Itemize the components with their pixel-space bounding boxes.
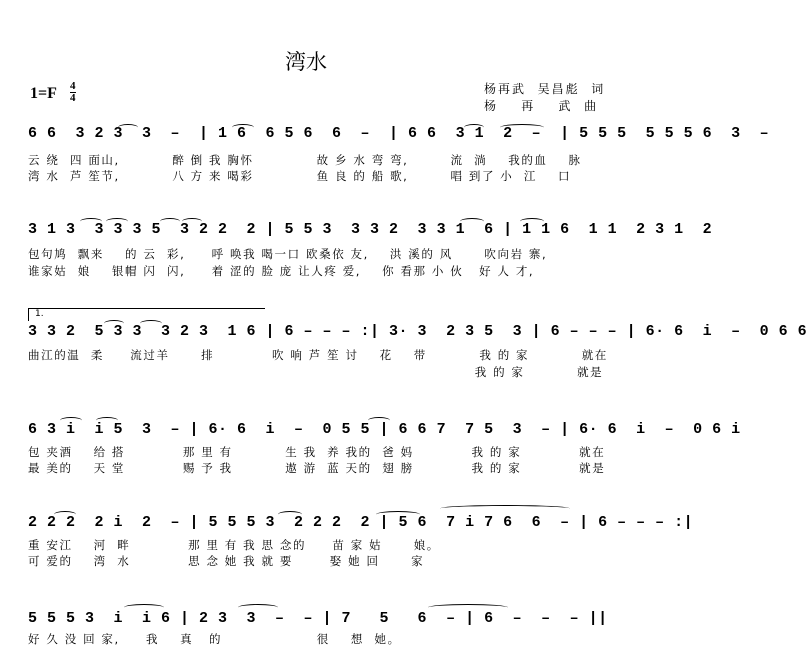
notation-line: 2 2 2 2 i 2 – | 5 5 5 3 2 2 2 2 | 5 6 7 i 7 6 6 – | 6 – – – :| xyxy=(28,514,694,531)
time-signature-numerator: 4 xyxy=(70,80,76,92)
lyric-line-2: 最 美的 天 堂 赐 予 我 遨 游 蓝 天的 翅 膀 我 的 家 就是 xyxy=(28,461,606,475)
first-ending-bracket xyxy=(28,308,265,321)
tie-mark xyxy=(440,505,570,512)
tie-mark xyxy=(464,124,484,131)
tie-mark xyxy=(118,124,138,131)
tie-mark xyxy=(376,511,420,518)
lyric-line-1: 云 绕 四 面山, 醉 倒 我 胸怀 故 乡 水 弯 弯, 流 淌 我的血 脉 xyxy=(28,153,582,167)
tie-mark xyxy=(278,511,302,518)
tie-mark xyxy=(140,320,162,327)
tie-mark xyxy=(520,218,544,225)
composer-credit: 杨 再 武 曲 xyxy=(484,99,599,113)
lyric-line-2: 我 的 家 就是 xyxy=(28,365,604,379)
tie-mark xyxy=(160,218,180,225)
notation-line: 3 3 2 5 3 3 3 2 3 1 6 | 6 – – – :| 3· 3 2 3 5 3 | 6 – – – | 6· 6 i – 0 6 6 xyxy=(28,323,807,340)
lyric-line-2: 可 爱的 湾 水 思 念 她 我 就 要 娶 她 回 家 xyxy=(28,554,425,568)
time-signature xyxy=(70,81,76,104)
tie-mark xyxy=(500,124,544,131)
notation-line: 5 5 5 3 i i 6 | 2 3 3 – – | 7 5 6 – | 6 – – – || xyxy=(28,610,608,627)
lyric-line-1: 曲江的温 柔 流过羊 排 吹 响 芦 笙 讨 花 带 我 的 家 就在 xyxy=(28,348,608,362)
lyric-line-2: 湾 水 芦 笙节, 八 方 来 喝彩 鱼 良 的 船 歌, 唱 到了 小 江 口 xyxy=(28,169,572,183)
lyric-line-1: 包 夹酒 给 搭 那 里 有 生 我 养 我的 爸 妈 我 的 家 就在 xyxy=(28,445,606,459)
lyric-line-2: 谁家姑 娘 银帽 闪 闪, 着 涩的 脸 庞 让人疼 爱, 你 看那 小 伙 好 人 才, xyxy=(28,264,535,278)
tie-mark xyxy=(60,417,82,424)
lyric-line-1: 好 久 没 回 家, 我 真 的 很 想 她。 xyxy=(28,632,401,646)
key-signature: 1=F xyxy=(30,85,57,102)
time-signature-denominator: 4 xyxy=(70,92,76,104)
song-title: 湾水 xyxy=(285,50,327,74)
lyric-line-1: 包句鸠 飘来 的 云 彩, 呼 唤我 喝一口 欧桑依 友, 洪 溪的 风 吹向岩 寨, xyxy=(28,247,548,261)
tie-mark xyxy=(368,417,390,424)
notation-line: 3 1 3 3 3 3 5 3 2 2 2 | 5 5 3 3 3 2 3 3 1 6 | 1 1 6 1 1 2 3 1 2 xyxy=(28,221,713,238)
tie-mark xyxy=(54,511,76,518)
tie-mark xyxy=(104,320,124,327)
tie-mark xyxy=(232,124,254,131)
tie-mark xyxy=(96,417,118,424)
tie-mark xyxy=(182,218,202,225)
tie-mark xyxy=(238,604,278,611)
tie-mark xyxy=(460,218,484,225)
tie-mark xyxy=(80,218,102,225)
tie-mark xyxy=(124,604,164,611)
notation-line: 6 6 3 2 3 3 – | 1 6 6 5 6 6 – | 6 6 3 1 2 – | 5 5 5 5 5 5 6 3 – xyxy=(28,125,770,142)
tie-mark xyxy=(428,604,508,611)
volta-label: 1. xyxy=(35,309,44,319)
lyric-line-1: 重 安江 河 畔 那 里 有 我 思 念的 苗 家 姑 娘。 xyxy=(28,538,440,552)
lyricist-credit: 杨再武 吴昌彪 词 xyxy=(484,82,606,96)
notation-line: 6 3 i i 5 3 – | 6· 6 i – 0 5 5 | 6 6 7 7 5 3 – | 6· 6 i – 0 6 i xyxy=(28,421,741,438)
tie-mark xyxy=(106,218,128,225)
